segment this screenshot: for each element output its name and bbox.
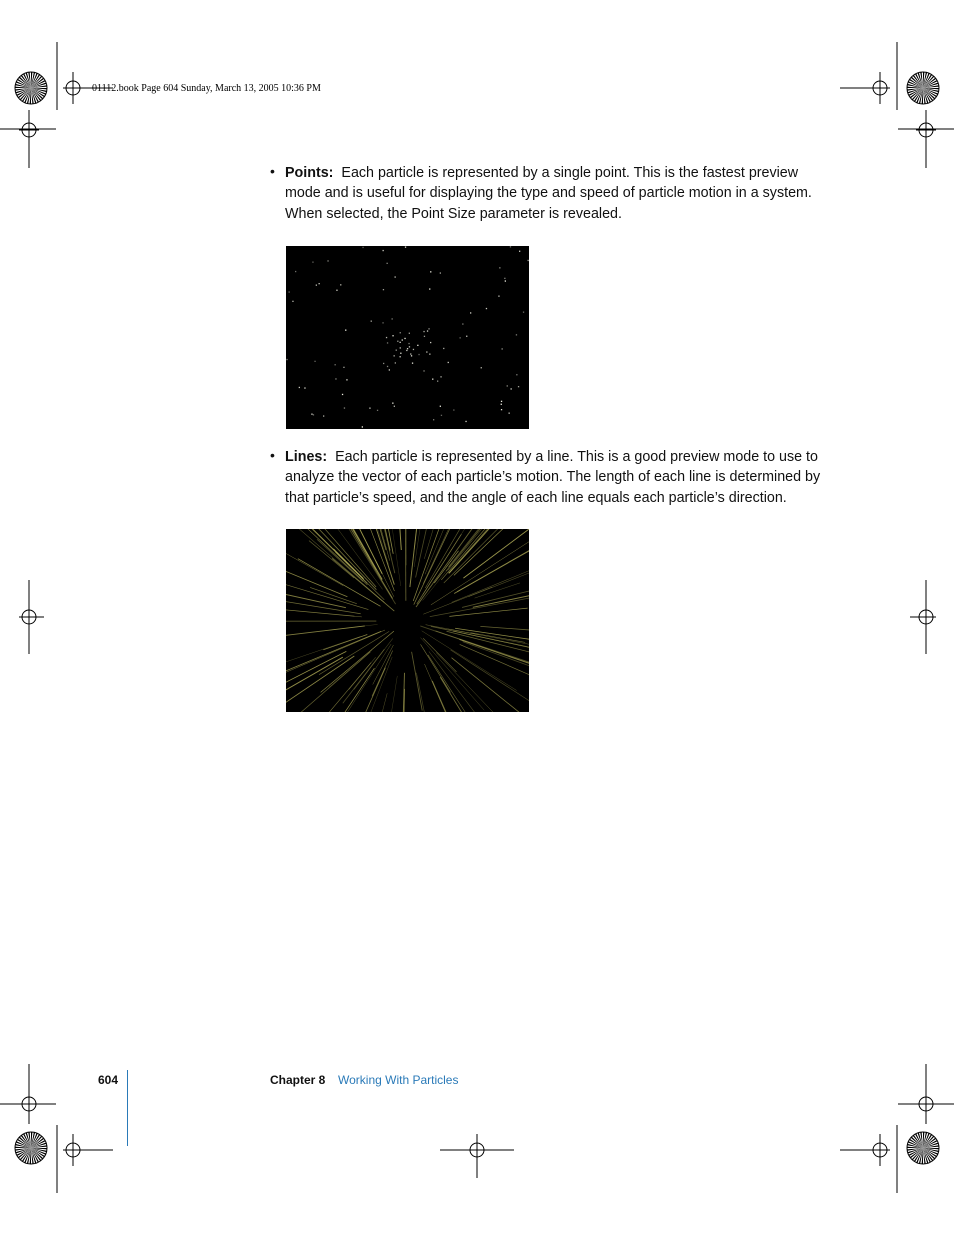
particle-point xyxy=(397,341,398,342)
chapter-label: Chapter 8 xyxy=(270,1073,326,1087)
particle-line xyxy=(381,676,398,712)
particle-point xyxy=(502,348,503,349)
particle-line xyxy=(454,529,524,575)
particle-line xyxy=(425,529,509,588)
star-target-top-left xyxy=(15,72,47,104)
particle-point xyxy=(418,354,419,355)
particle-point xyxy=(410,353,411,354)
term-points: Points: xyxy=(285,165,334,181)
particle-line xyxy=(449,608,527,616)
particle-line xyxy=(416,673,440,712)
particle-point xyxy=(516,374,517,375)
particle-point xyxy=(304,387,305,388)
particle-point xyxy=(519,251,520,252)
particle-point xyxy=(383,363,384,364)
page-slug: 01112.book Page 604 Sunday, March 13, 2005 10:36 PM xyxy=(92,83,321,94)
particle-point xyxy=(405,247,406,248)
particle-point xyxy=(501,401,502,402)
particle-point xyxy=(423,331,424,332)
particle-point xyxy=(289,291,290,292)
particle-point xyxy=(382,322,383,323)
paragraph-points xyxy=(285,163,830,224)
particle-point xyxy=(387,342,388,343)
registration-mark-top-right xyxy=(840,72,890,104)
particle-line xyxy=(323,635,367,650)
particle-line xyxy=(421,644,451,692)
particle-point xyxy=(465,421,466,422)
particle-line xyxy=(423,529,512,601)
registration-mark-right-top xyxy=(916,110,936,168)
particle-point xyxy=(460,337,461,338)
particle-point xyxy=(389,369,390,370)
particle-line xyxy=(463,642,529,673)
particle-point xyxy=(377,410,378,411)
particle-point xyxy=(443,348,444,349)
particle-line xyxy=(469,533,529,596)
points-preview-image xyxy=(286,246,529,429)
particle-point xyxy=(400,356,401,357)
particle-point xyxy=(408,343,409,344)
particle-point xyxy=(504,278,505,279)
particle-point xyxy=(295,271,296,272)
particle-point xyxy=(523,312,524,313)
particle-point xyxy=(383,250,384,251)
registration-mark-bottom-left xyxy=(63,1134,113,1166)
points-particles xyxy=(286,246,529,429)
particle-point xyxy=(400,353,401,354)
particle-point xyxy=(437,381,438,382)
particle-point xyxy=(336,290,337,291)
particle-point xyxy=(313,414,314,415)
particle-point xyxy=(417,345,418,346)
particle-point xyxy=(481,367,482,368)
particle-point xyxy=(507,385,508,386)
particle-point xyxy=(441,415,442,416)
particle-point xyxy=(501,409,502,410)
particle-point xyxy=(432,379,433,380)
star-target-bottom-left xyxy=(15,1132,47,1164)
particle-point xyxy=(462,323,463,324)
particle-point xyxy=(383,289,384,290)
registration-mark-right-bottom xyxy=(916,1064,936,1124)
bullet: • xyxy=(270,163,275,179)
particle-point xyxy=(386,337,387,338)
particle-line xyxy=(460,644,529,696)
particle-point xyxy=(392,335,393,336)
particle-point xyxy=(404,338,405,339)
particle-line xyxy=(452,554,529,602)
footer-rule xyxy=(127,1070,128,1146)
particle-point xyxy=(516,334,517,335)
particle-point xyxy=(392,403,393,404)
particle-point xyxy=(424,336,425,337)
particle-line xyxy=(440,677,509,712)
particle-point xyxy=(400,347,401,348)
particle-point xyxy=(327,260,328,261)
particle-point xyxy=(292,301,293,302)
particle-point xyxy=(345,330,346,331)
star-target-bottom-right xyxy=(907,1132,939,1164)
particle-point xyxy=(387,366,388,367)
registration-mark-left-top xyxy=(19,110,39,168)
particle-line xyxy=(480,626,529,631)
particle-point xyxy=(509,413,510,414)
particle-line xyxy=(319,668,374,712)
particle-point xyxy=(346,379,347,380)
particle-point xyxy=(400,342,401,343)
particle-point xyxy=(423,370,424,371)
particle-point xyxy=(413,349,414,350)
particle-point xyxy=(518,386,519,387)
particle-point xyxy=(362,426,363,427)
particle-line xyxy=(286,626,365,644)
particle-point xyxy=(501,404,502,405)
registration-mark-bottom-center xyxy=(440,1134,514,1178)
particle-line xyxy=(425,529,480,574)
particle-point xyxy=(511,388,512,389)
particle-point xyxy=(430,342,431,343)
particle-point xyxy=(394,355,395,356)
particle-line xyxy=(286,637,361,680)
particle-line xyxy=(426,625,479,635)
particle-line xyxy=(376,693,388,712)
particle-line xyxy=(401,673,404,712)
particle-point xyxy=(426,351,427,352)
particle-line xyxy=(412,652,423,711)
particle-point xyxy=(323,415,324,416)
particle-line xyxy=(436,653,513,712)
registration-mark-left-bottom xyxy=(19,1064,39,1124)
particle-line xyxy=(448,529,529,570)
particle-point xyxy=(395,276,396,277)
particle-point xyxy=(412,363,413,364)
particle-point xyxy=(395,362,396,363)
term-lines: Lines: xyxy=(285,449,328,465)
particle-point xyxy=(448,362,449,363)
particle-point xyxy=(498,296,499,297)
particle-point xyxy=(429,288,430,289)
page-number: 604 xyxy=(98,1073,119,1087)
particle-point xyxy=(430,271,431,272)
particle-point xyxy=(407,348,408,349)
particle-point xyxy=(402,339,403,340)
particle-point xyxy=(466,336,467,337)
particle-point xyxy=(440,272,441,273)
particle-point xyxy=(371,321,372,322)
lines-preview-image xyxy=(286,529,529,712)
particle-point xyxy=(429,354,430,355)
particle-point xyxy=(396,350,397,351)
particle-point xyxy=(311,414,312,415)
particle-point xyxy=(486,308,487,309)
particle-point xyxy=(340,284,341,285)
description-points: Each particle is represented by a single point. This is the fastest preview mode and is useful for displaying the type and speed of particle motion in a system. When selected, the Point Size parameter is revealed. xyxy=(285,165,812,222)
particle-point xyxy=(428,328,429,329)
paragraph-lines xyxy=(285,447,830,508)
particle-point xyxy=(319,283,320,284)
registration-mark-bottom-right xyxy=(840,1134,890,1166)
particle-line xyxy=(286,594,346,608)
particle-point xyxy=(470,312,471,313)
particle-point xyxy=(505,280,506,281)
particle-line xyxy=(333,529,396,604)
particle-line xyxy=(365,529,395,573)
particle-line xyxy=(349,657,376,689)
particle-point xyxy=(499,267,500,268)
particle-line xyxy=(321,631,394,692)
registration-mark-left-mid xyxy=(19,580,44,654)
particle-point xyxy=(342,394,343,395)
chapter-title: Working With Particles xyxy=(338,1073,459,1087)
particle-point xyxy=(427,330,428,331)
particle-point xyxy=(343,367,344,368)
particle-line xyxy=(354,638,393,689)
particle-point xyxy=(387,263,388,264)
particle-point xyxy=(440,376,441,377)
particle-point xyxy=(400,332,401,333)
star-target-top-right xyxy=(907,72,939,104)
particle-point xyxy=(335,378,336,379)
particle-point xyxy=(440,406,441,407)
particle-point xyxy=(286,359,287,360)
particle-point xyxy=(453,409,454,410)
particle-point xyxy=(299,387,300,388)
particle-point xyxy=(409,346,410,347)
particle-point xyxy=(528,260,529,261)
description-lines: Each particle is represented by a line. This is a good preview mode to use to analyze the vector of each particle’s motion. The length of each line is determined by that particle’s speed, and the angle of each line equals each particle’s direction. xyxy=(285,449,821,506)
bullet: • xyxy=(270,447,275,463)
particle-point xyxy=(362,247,363,248)
particle-line xyxy=(286,604,354,617)
particle-point xyxy=(335,364,336,365)
particle-point xyxy=(409,333,410,334)
particle-point xyxy=(312,262,313,263)
particle-point xyxy=(510,246,511,247)
particle-line xyxy=(396,529,401,550)
lines-particles xyxy=(286,529,529,712)
particle-line xyxy=(302,529,382,580)
particle-point xyxy=(406,350,407,351)
particle-point xyxy=(314,361,315,362)
particle-point xyxy=(394,406,395,407)
particle-point xyxy=(344,407,345,408)
particle-point xyxy=(411,355,412,356)
particle-line xyxy=(452,658,530,712)
particle-point xyxy=(369,408,370,409)
particle-point xyxy=(316,285,317,286)
registration-mark-right-mid xyxy=(910,580,936,654)
particle-line xyxy=(424,529,437,559)
particle-point xyxy=(433,419,434,420)
particle-point xyxy=(392,318,393,319)
particle-line xyxy=(421,638,485,711)
